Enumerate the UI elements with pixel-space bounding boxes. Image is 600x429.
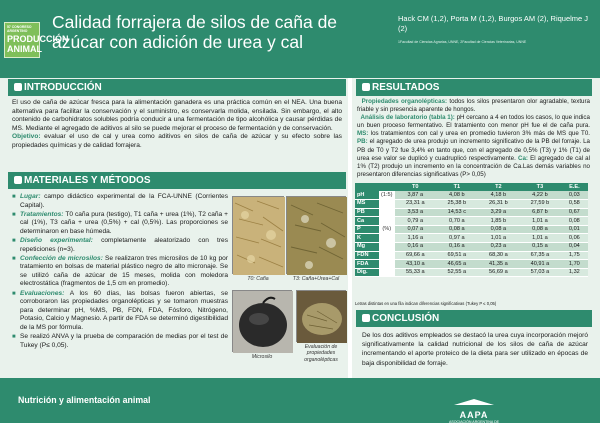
table-row: P (%) 0,07 a 0,08 a 0,08 a 0,08 a 0,01 xyxy=(355,225,588,234)
footer-section: Nutrición y alimentación animal xyxy=(18,395,151,405)
table-row: Ca 0,79 a 0,70 a 1,85 b 1,01 a 0,08 xyxy=(355,217,588,226)
methods-list xyxy=(12,193,228,351)
heading-bullet-icon xyxy=(362,314,370,322)
heading-bullet-icon xyxy=(362,83,370,91)
logo-small-text: 57 CONGRESO ARGENTINO xyxy=(7,25,32,34)
methods-item: ■ Evaluaciones: A los 60 días, las bolsas fueron abiertas, se corroboraron las propiedades organolépticas y se tomaron muestras para determinar pH, %MS, PB, FDN, FDA, Fósforo, Nitrógeno, Potasio, Calcio y Magnesio. A partir de FDA se determinó digestibilidad de la MS por fórmula. xyxy=(12,290,228,333)
aapa-logo: AAPA ASOCIACIÓN ARGENTINA DE PRODUCCIÓN ANIMAL xyxy=(440,392,508,416)
methods-item: ■ Tratamientos: T0 caña pura (testigo), T1 caña + urea (1%), T2 caña + cal (1%), T3 caña + urea (0,5%) + cal (0,5%). Las proporciones se determinaron en base húmeda. xyxy=(12,211,228,237)
caption-evaluation: Evaluación de propiedades organolépticas xyxy=(304,344,338,363)
caption-t3: T3: Caña+Urea+Cal xyxy=(292,276,340,282)
table-row: PB 3,53 a 14,53 c 3,29 a 6,87 b 0,67 xyxy=(355,208,588,217)
table-header-row: T0 T1 T2 T3 E.E. xyxy=(355,183,588,191)
table-row: FDA 43,10 a 46,65 a 41,35 a 40,91 a 1,70 xyxy=(355,260,588,269)
poster-footer xyxy=(0,378,600,429)
results-heading: RESULTADOS xyxy=(356,79,592,96)
conclusion-text: De los dos aditivos empleados se destacó la urea cuya incorporación mejoró significativamente la calidad nutricional de los silos de caña de azúcar incrementando el aporte proteico de la dieta para ser utilizado en épocas de baja disponibilidad de forraje. xyxy=(362,332,588,367)
methods-heading: MATERIALES Y MÉTODOS xyxy=(8,172,346,189)
heading-bullet-icon xyxy=(14,83,22,91)
authors: Hack CM (1,2), Porta M (1,2), Burgos AM (2), Riquelme J (2) xyxy=(398,14,589,33)
methods-item: ■ Confección de microsilos: Se realizaron tres microsilos de 10 kg por tratamiento en bolsas de material plástico negro de alto micronaje. Se se utilizó caña de azúcar de 15 meses, molida con moledora electrostática (fragmentos de 1,5 cm en promedio). xyxy=(12,255,228,289)
table-row: MS 23,31 a 25,38 b 26,31 b 27,59 b 0,58 xyxy=(355,200,588,209)
table-row: Dig. 55,33 a 52,55 a 56,69 a 57,03 a 1,32 xyxy=(355,268,588,277)
affiliations: 1Facultad de Ciencias Agrarias, UNNE, 2Facultad de Ciencias Veterinarias, UNNE xyxy=(398,40,527,44)
photo-evaluation xyxy=(296,290,346,342)
results-table xyxy=(355,183,588,277)
methods-item: ■ Diseño experimental: completamente aleatorizado con tres repeticiones (n=3). xyxy=(12,237,228,254)
caption-microsilo: Microsilo xyxy=(251,354,273,360)
caption-t0: T0: Caña xyxy=(247,276,269,282)
photo-t3-cane-urea-cal xyxy=(286,196,346,274)
intro-text: El uso de caña de azúcar fresca para la alimentación ganadera es una práctica común en el NEA. Una buena alternativa para facilitar la conservación y el suministro, es conservarla molida, ensilada. Sin embargo, el alto contenido de carbohidratos solubles podría conducir a una fermentación de tipo alcohólica y causar pérdidas de MS. Mediante el agregado de aditivos al silo se puede mejorar el proceso de fermentación y de conservación. Objetivo: evaluar el uso de cal y urea como aditivos en silos de caña de azúcar y su efecto sobre las propiedades químicas y de calidad forrajera. xyxy=(12,99,342,149)
results-text: Propiedades organolépticas: todos los silos presentaron olor agradable, textura friable y sin presencia aparente de hongos. Análisis de laboratorio (tabla 1): pH cercano a 4 en todos los casos, lo que indica un buen proceso fermentativo. El tratamiento con menor pH fue el de caña pura. MS: los tratamientos con cal y urea en promedio tuvieron 3% más de MS que T0. PB: el agregado de urea produjo un incremento significativo de la PB del forraje. La PB de T0 y T2 fue 3,4% en tanto que, con el agregado de 0,5% (T3) y 1% (T1) de urea ese valor se duplicó y cuadruplicó respectivamente. Ca: El agregado de cal al 1% (T2) produjo un incremento en la concentración de Ca.Las demás variables no presentaron diferencias significativas (P> 0,05) xyxy=(357,98,590,178)
aapa-logo-icon xyxy=(454,399,494,405)
conclusion-heading: CONCLUSIÓN xyxy=(356,310,592,327)
table-row: K 1,16 a 0,97 a 1,01 a 1,01 a 0,06 xyxy=(355,234,588,243)
table-note: Letras distintas en una fila indican diferencias significativas (Tukey P ≤ 0,05) xyxy=(355,301,497,306)
logo-big-text: PRODUCCIÓN ANIMAL xyxy=(7,33,69,54)
poster-header xyxy=(0,0,600,78)
methods-item: ■ Se realizó ANVA y la prueba de comparación de medias por el test de Tukey (P≤ 0,05). xyxy=(12,333,228,350)
poster-title: Calidad forrajera de silos de caña de azúcar con adición de urea y cal xyxy=(52,12,338,52)
table-row: FDN 69,66 a 69,51 a 68,30 a 67,35 a 1,75 xyxy=(355,251,588,260)
intro-heading: INTRODUCCIÓN xyxy=(8,79,346,96)
photo-microsilo xyxy=(232,290,292,352)
photo-t0-cane xyxy=(232,196,284,274)
table-row: Mg 0,16 a 0,16 a 0,23 a 0,15 a 0,04 xyxy=(355,243,588,252)
congress-logo xyxy=(4,22,69,58)
table-row: pH (1:5) 3,87 a 4,08 b 4,18 b 4,22 b 0,03 xyxy=(355,191,588,200)
methods-item: ■ Lugar: campo didáctico experimental de la FCA-UNNE (Corrientes Capital). xyxy=(12,193,228,210)
heading-bullet-icon xyxy=(14,176,22,184)
